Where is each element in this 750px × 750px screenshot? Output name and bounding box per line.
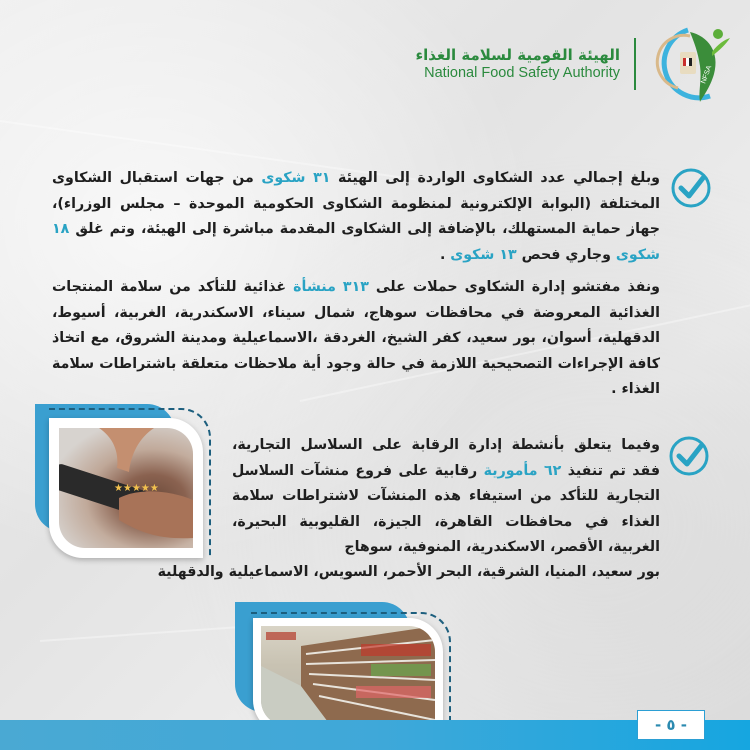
inspections-paragraph: ونفذ مفتشو إدارة الشكاوى حملات على ٣١٣ منشأة غذائية للتأكد من سلامة المنتجات الغذائية المعروضة في محافظات سوهاج، شمال سيناء، الاسكندرية، الغربية، أسيوط، الدقهلية، أسوان، بور سعيد، كفر الشيخ، الغردقة ،الاسماعيلية ومدينة الشروق، مع اتخاذ كافة الإجراءات التصحيحية اللازمة في حالة وجود أية ملاحظات متعلقة باشتراطات سلامة الغذاء .: [52, 279, 661, 397]
supermarket-card: [235, 600, 455, 730]
supermarket-aisle-photo: [261, 626, 435, 726]
nfsa-logo-icon: [648, 22, 732, 106]
phone-rating-card: [35, 404, 215, 562]
header: [415, 22, 732, 106]
complaints-closed: ١٨ شكوى: [52, 221, 660, 263]
header-divider: [634, 38, 636, 90]
check-circle-icon: [670, 167, 712, 209]
check-circle-icon: [668, 435, 710, 477]
svg-text:NFSA: NFSA: [700, 64, 714, 85]
complaints-under-review: ١٣ شكوى: [450, 246, 517, 263]
missions-count: ٦٢ مأمورية: [483, 462, 562, 479]
facilities-inspected: ٣١٣ منشأة: [293, 279, 369, 295]
org-name: [415, 46, 620, 82]
five-star-rating-icon: ★★★★★: [114, 483, 159, 494]
governorates-last-line: بور سعيد، المنيا، الشرقية، البحر الأحمر، السويس، الاسماعيلية والدقهلية: [157, 564, 660, 580]
page-number: - ٥ -: [637, 710, 705, 740]
retail-chains-paragraph: وفيما يتعلق بأنشطة إدارة الرقابة على السلاسل التجارية، فقد تم تنفيذ ٦٢ مأمورية رقابية على فروع منشآت السلاسل التجارية للتأكد من استيفاء هذه المنشآت لاشتراطات سلامة الغذاء في محافظات القاهرة، الجيزة، القليوبية البحيرة، الغربية، الأقصر، الاسكندرية، المنوفية، سوهاج: [232, 437, 660, 555]
phone-rating-photo: [59, 428, 193, 548]
complaints-total: ٣١ شكوى: [261, 170, 331, 186]
complaints-paragraph: وبلغ إجمالي عدد الشكاوى الواردة إلى الهيئة ٣١ شكوى من جهات استقبال الشكاوى المختلفة (البوابة الإلكترونية لمنظومة الشكاوى الحكومية الموحدة – مجلس الوزراء)، جهاز حماية المستهلك، بالإضافة إلى الشكاوى المقدمة مباشرة إلى الهيئة، وتم غلق ١٨ شكوى وجاري فحص ١٣ شكوى .: [52, 170, 660, 263]
org-name-english: National Food Safety Authority: [424, 65, 620, 81]
org-name-arabic: الهيئة القومية لسلامة الغذاء: [415, 46, 620, 64]
